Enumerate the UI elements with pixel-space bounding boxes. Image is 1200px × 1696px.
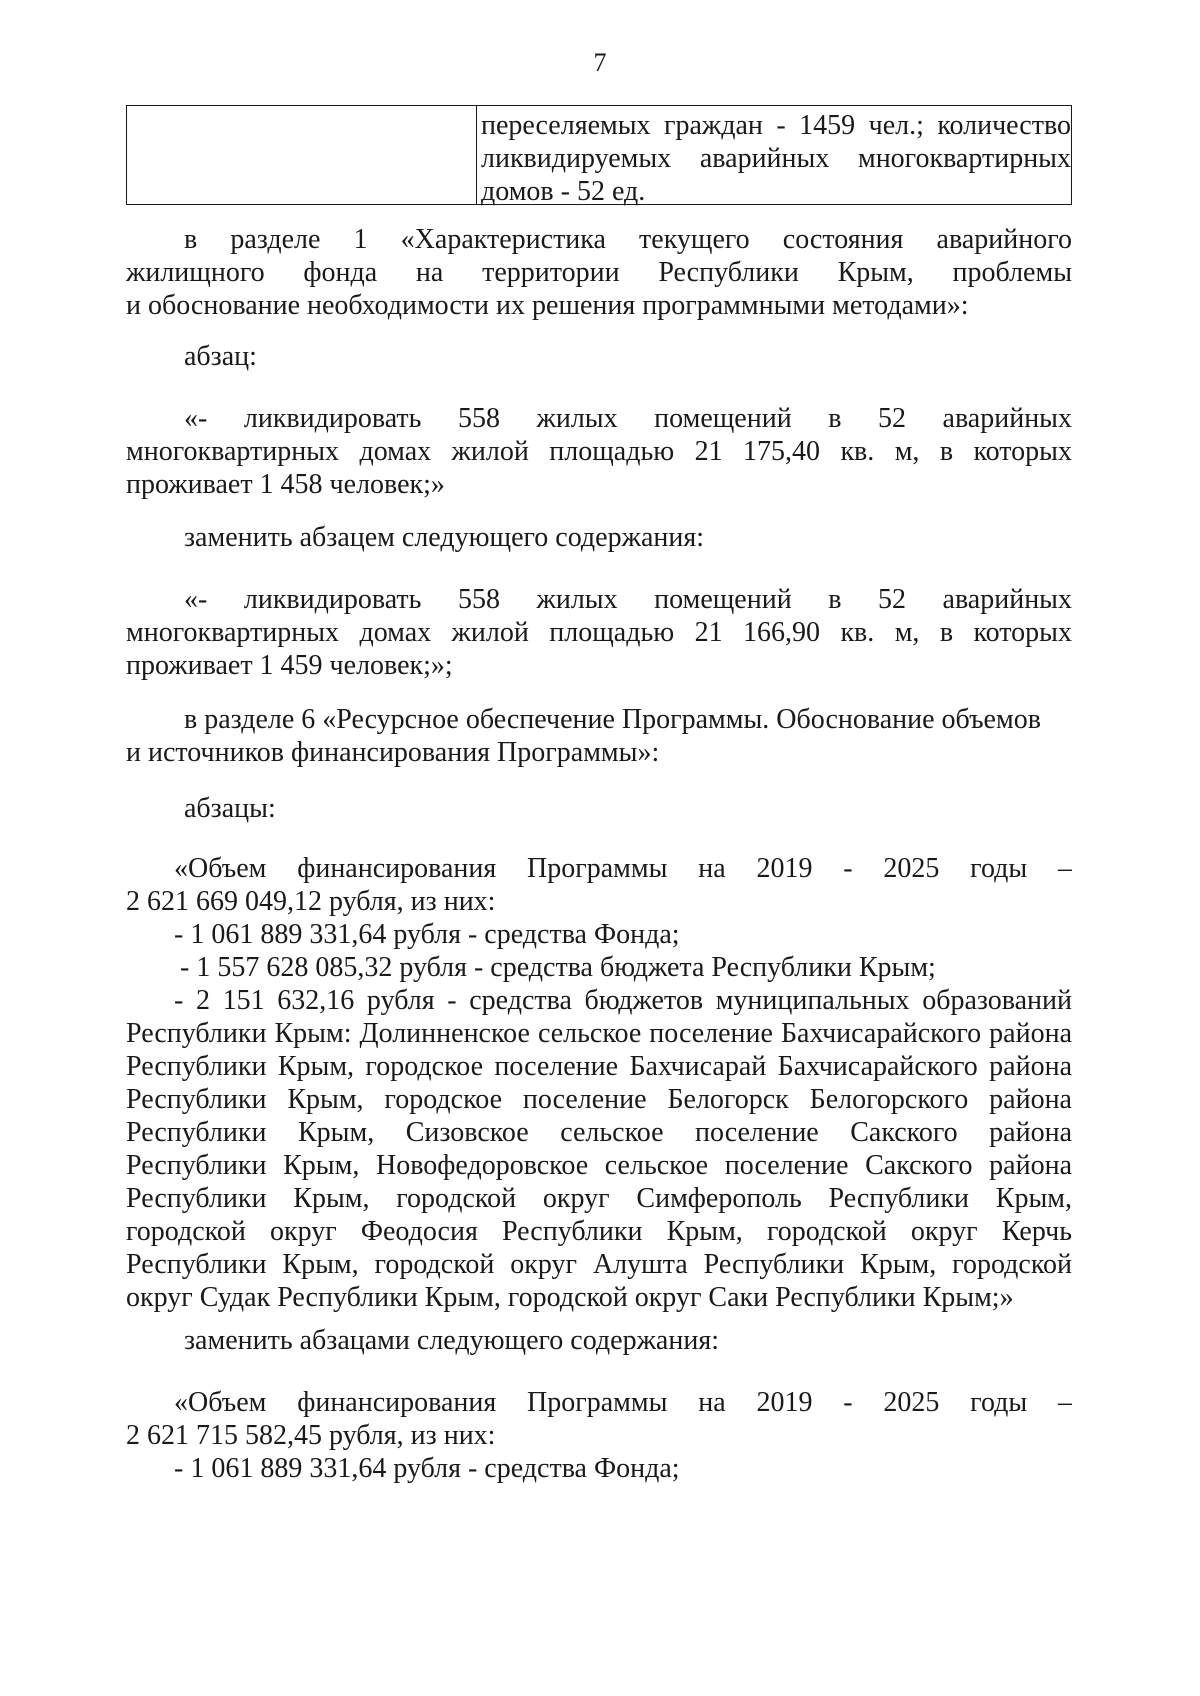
paragraph-line: Республики Крым, городской округ Алушта Республики Крым, городской <box>126 1249 1072 1280</box>
page-number: 7 <box>593 48 607 77</box>
replace-label-1: заменить абзацем следующего содержания: <box>184 522 704 553</box>
table-cell-left <box>127 106 477 204</box>
section1-intro-paragraph <box>126 223 1072 322</box>
paragraph-line: Республики Крым: Долинненское сельское поселение Бахчисарайского района <box>126 1018 1072 1049</box>
paragraph-line: округ Судак Республики Крым, городской округ Саки Республики Крым;» <box>126 1282 1014 1313</box>
paragraph-line: Республики Крым, городской округ Симферополь Республики Крым, <box>126 1183 1072 1214</box>
paragraph-line: - 1 061 889 331,64 рубля - средства Фонда; <box>174 1453 680 1484</box>
paragraph-line: проживает 1 458 человек;» <box>126 469 445 500</box>
paragraph-line: и источников финансирования Программы»: <box>126 737 660 768</box>
paragraph-line: «Объем финансирования Программы на 2019 - 2025 годы – <box>174 853 1072 884</box>
paragraph-line: жилищного фонда на территории Республики Крым, проблемы <box>126 257 1072 288</box>
paragraph-line: в разделе 1 «Характеристика текущего состояния аварийного <box>184 224 1072 255</box>
paragraph-line: «- ликвидировать 558 жилых помещений в 52 аварийных <box>184 584 1072 615</box>
table-cell-line: ликвидируемых аварийных многоквартирных <box>481 143 1071 174</box>
paragraph-line: Республики Крым, Новофедоровское сельское поселение Сакского района <box>126 1150 1072 1181</box>
paragraph-line: Республики Крым, Сизовское сельское поселение Сакского района <box>126 1117 1072 1148</box>
paragraph-line: проживает 1 459 человек;»; <box>126 650 453 681</box>
abzac-label: абзац: <box>184 341 257 372</box>
paragraph-line: «Объем финансирования Программы на 2019 - 2025 годы – <box>174 1387 1072 1418</box>
paragraph-line: многоквартирных домах жилой площадью 21 166,90 кв. м, в которых <box>126 617 1072 648</box>
paragraph-line: и обоснование необходимости их решения программными методами»: <box>126 290 969 321</box>
abzacy-label: абзацы: <box>184 793 276 824</box>
table-fragment <box>126 105 1072 205</box>
paragraph-line: Республики Крым, городское поселение Бахчисарай Бахчисарайского района <box>126 1051 1072 1082</box>
paragraph-line: - 2 151 632,16 рубля - средства бюджетов муниципальных образований <box>174 985 1072 1016</box>
paragraph-line: 2 621 669 049,12 рубля, из них: <box>126 886 496 917</box>
old-paragraph-1 <box>126 402 1072 501</box>
old-financing-paragraph <box>126 852 1072 1314</box>
paragraph-line: «- ликвидировать 558 жилых помещений в 52 аварийных <box>184 403 1072 434</box>
section6-intro-paragraph <box>126 703 1072 769</box>
paragraph-line: в разделе 6 «Ресурсное обеспечение Программы. Обоснование объемов <box>184 704 1041 735</box>
paragraph-line: многоквартирных домах жилой площадью 21 175,40 кв. м, в которых <box>126 436 1072 467</box>
paragraph-line: Республики Крым, городское поселение Белогорск Белогорского района <box>126 1084 1072 1115</box>
paragraph-line: - 1 557 628 085,32 рубля - средства бюджета Республики Крым; <box>180 952 936 983</box>
paragraph-line: 2 621 715 582,45 рубля, из них: <box>126 1420 496 1451</box>
paragraph-line: - 1 061 889 331,64 рубля - средства Фонда; <box>174 919 680 950</box>
new-financing-paragraph <box>126 1386 1072 1485</box>
new-paragraph-1 <box>126 583 1072 682</box>
table-cell-right <box>477 106 1071 207</box>
table-cell-line: домов - 52 ед. <box>481 176 646 207</box>
replace-label-2: заменить абзацами следующего содержания: <box>184 1325 719 1356</box>
paragraph-line: городской округ Феодосия Республики Крым, городской округ Керчь <box>126 1216 1072 1247</box>
table-cell-line: переселяемых граждан - 1459 чел.; количество <box>481 110 1071 141</box>
